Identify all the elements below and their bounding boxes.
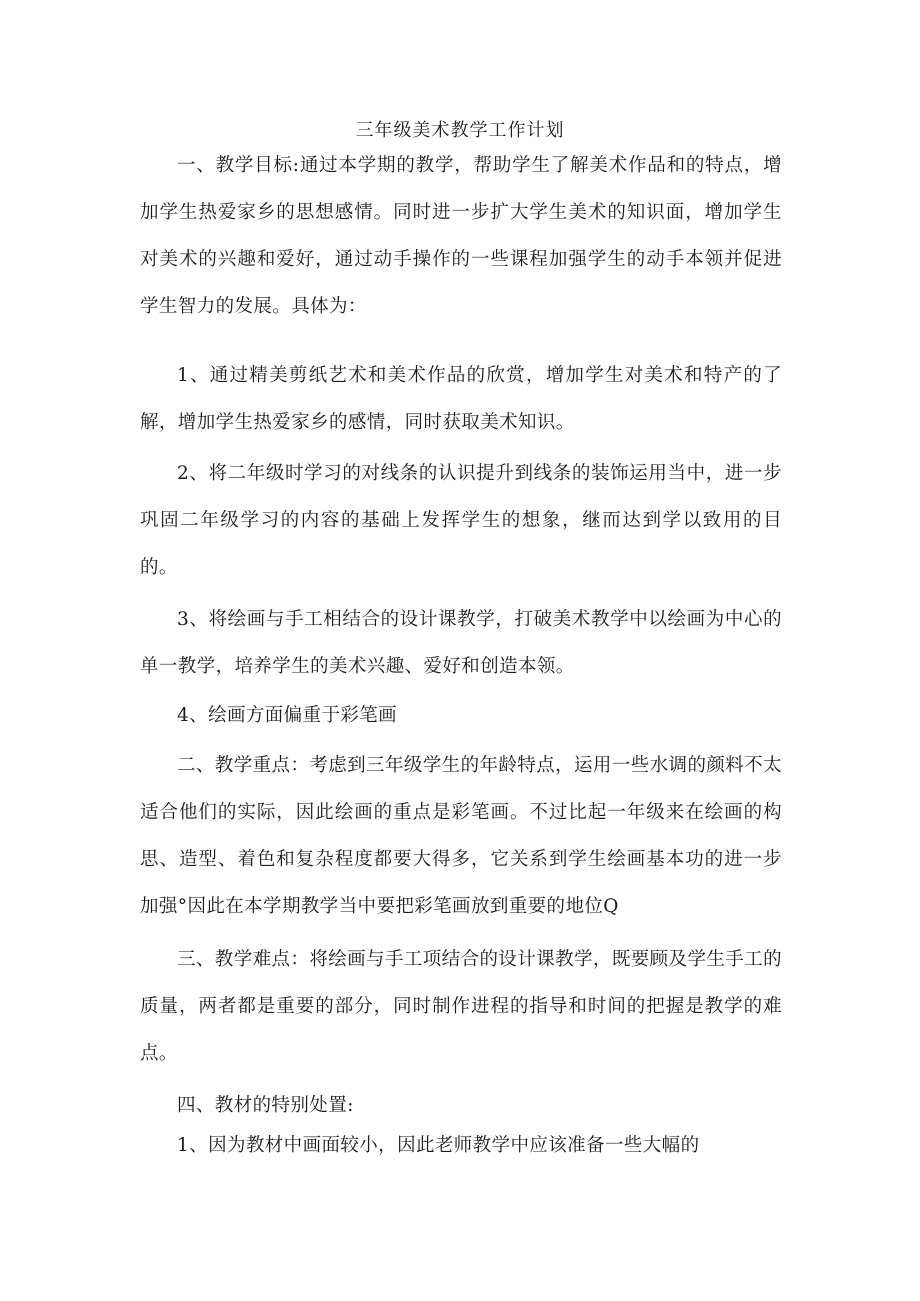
paragraph-materials-1: 1、因为教材中画面较小，因此老师教学中应该准备一些大幅的 <box>177 1135 700 1156</box>
paragraph-goal-4: 4、绘画方面偏重于彩笔画 <box>177 705 398 726</box>
paragraph-goal-2: 2、将二年级时学习的对线条的认识提升到线条的装饰运用当中，进一步巩固二年级学习的内容的基础上发挥学生的想象，继而达到学以致用的目的。 <box>140 463 782 578</box>
document-title: 三年级美术教学工作计划 <box>355 120 565 141</box>
paragraph-goal-3: 3、将绘画与手工相结合的设计课教学，打破美术教学中以绘画为中心的单一教学，培养学生的美术兴趣、爱好和创造本领。 <box>140 609 782 677</box>
paragraph-teaching-goals: 一、教学目标:通过本学期的教学，帮助学生了解美术作品和的特点，增加学生热爱家乡的思想感情。同时进一步扩大学生美术的知识面，增加学生对美术的兴趣和爱好，通过动手操作的一些课程加强学生的动手本领并促进学生智力的发展。具体为： <box>140 155 782 317</box>
paragraph-teaching-difficulty: 三、教学难点：将绘画与手工项结合的设计课教学，既要顾及学生手工的质量，两者都是重要的部分，同时制作进程的指导和时间的把握是教学的难点。 <box>140 949 782 1064</box>
paragraph-goal-1: 1、通过精美剪纸艺术和美术作品的欣赏，增加学生对美术和特产的了解，增加学生热爱家乡的感情，同时获取美术知识。 <box>140 365 782 433</box>
paragraph-materials-heading: 四、教材的特别处置: <box>177 1095 354 1116</box>
paragraph-teaching-focus: 二、教学重点：考虑到三年级学生的年龄特点，运用一些水调的颜料不太适合他们的实际，因此绘画的重点是彩笔画。不过比起一年级来在绘画的构思、造型、着色和复杂程度都要大得多，它关系到学生绘画基本功的进一步加强°因此在本学期教学当中要把彩笔画放到重要的地位Q <box>140 755 782 917</box>
